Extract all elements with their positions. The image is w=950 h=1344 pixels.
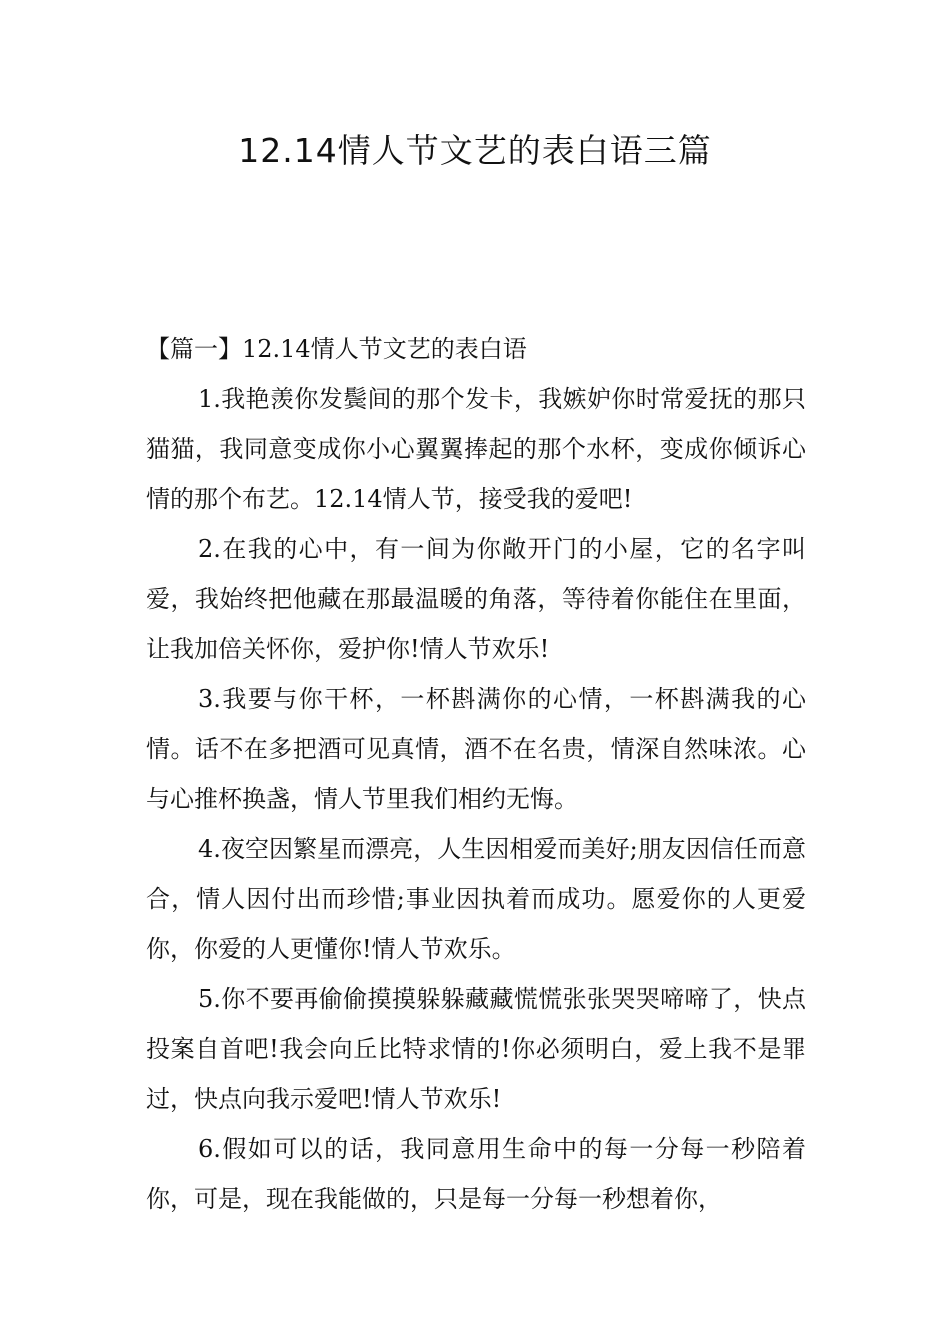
paragraph-4: 4.夜空因繁星而漂亮，人生因相爱而美好;朋友因信任而意合，情人因付出而珍惜;事业因执着而成功。愿爱你的人更爱你，你爱的人更懂你!情人节欢乐。 [146,835,806,963]
paragraph-3: 3.我要与你干杯，一杯斟满你的心情，一杯斟满我的心情。话不在多把酒可见真情，酒不在名贵，情深自然味浓。心与心推杯换盏，情人节里我们相约无悔。 [146,685,806,813]
paragraph-5: 5.你不要再偷偷摸摸躲躲藏藏慌慌张张哭哭啼啼了，快点投案自首吧!我会向丘比特求情的!你必须明白，爱上我不是罪过，快点向我示爱吧!情人节欢乐! [146,985,806,1113]
paragraph-6: 6.假如可以的话，我同意用生命中的每一分每一秒陪着你，可是，现在我能做的，只是每一分每一秒想着你， [146,1135,806,1213]
paragraph-2: 2.在我的心中，有一间为你敞开门的小屋，它的名字叫爱，我始终把他藏在那最温暖的角落，等待着你能住在里面，让我加倍关怀你，爱护你!情人节欢乐! [146,535,806,663]
document-body [146,324,806,1224]
paragraph-1: 1.我艳羡你发鬓间的那个发卡，我嫉妒你时常爱抚的那只猫猫，我同意变成你小心翼翼捧起的那个水杯，变成你倾诉心情的那个布艺。12.14情人节，接受我的爱吧! [146,385,806,513]
section-heading: 【篇一】12.14情人节文艺的表白语 [146,335,527,363]
document-title: 12.14情人节文艺的表白语三篇 [238,131,712,170]
